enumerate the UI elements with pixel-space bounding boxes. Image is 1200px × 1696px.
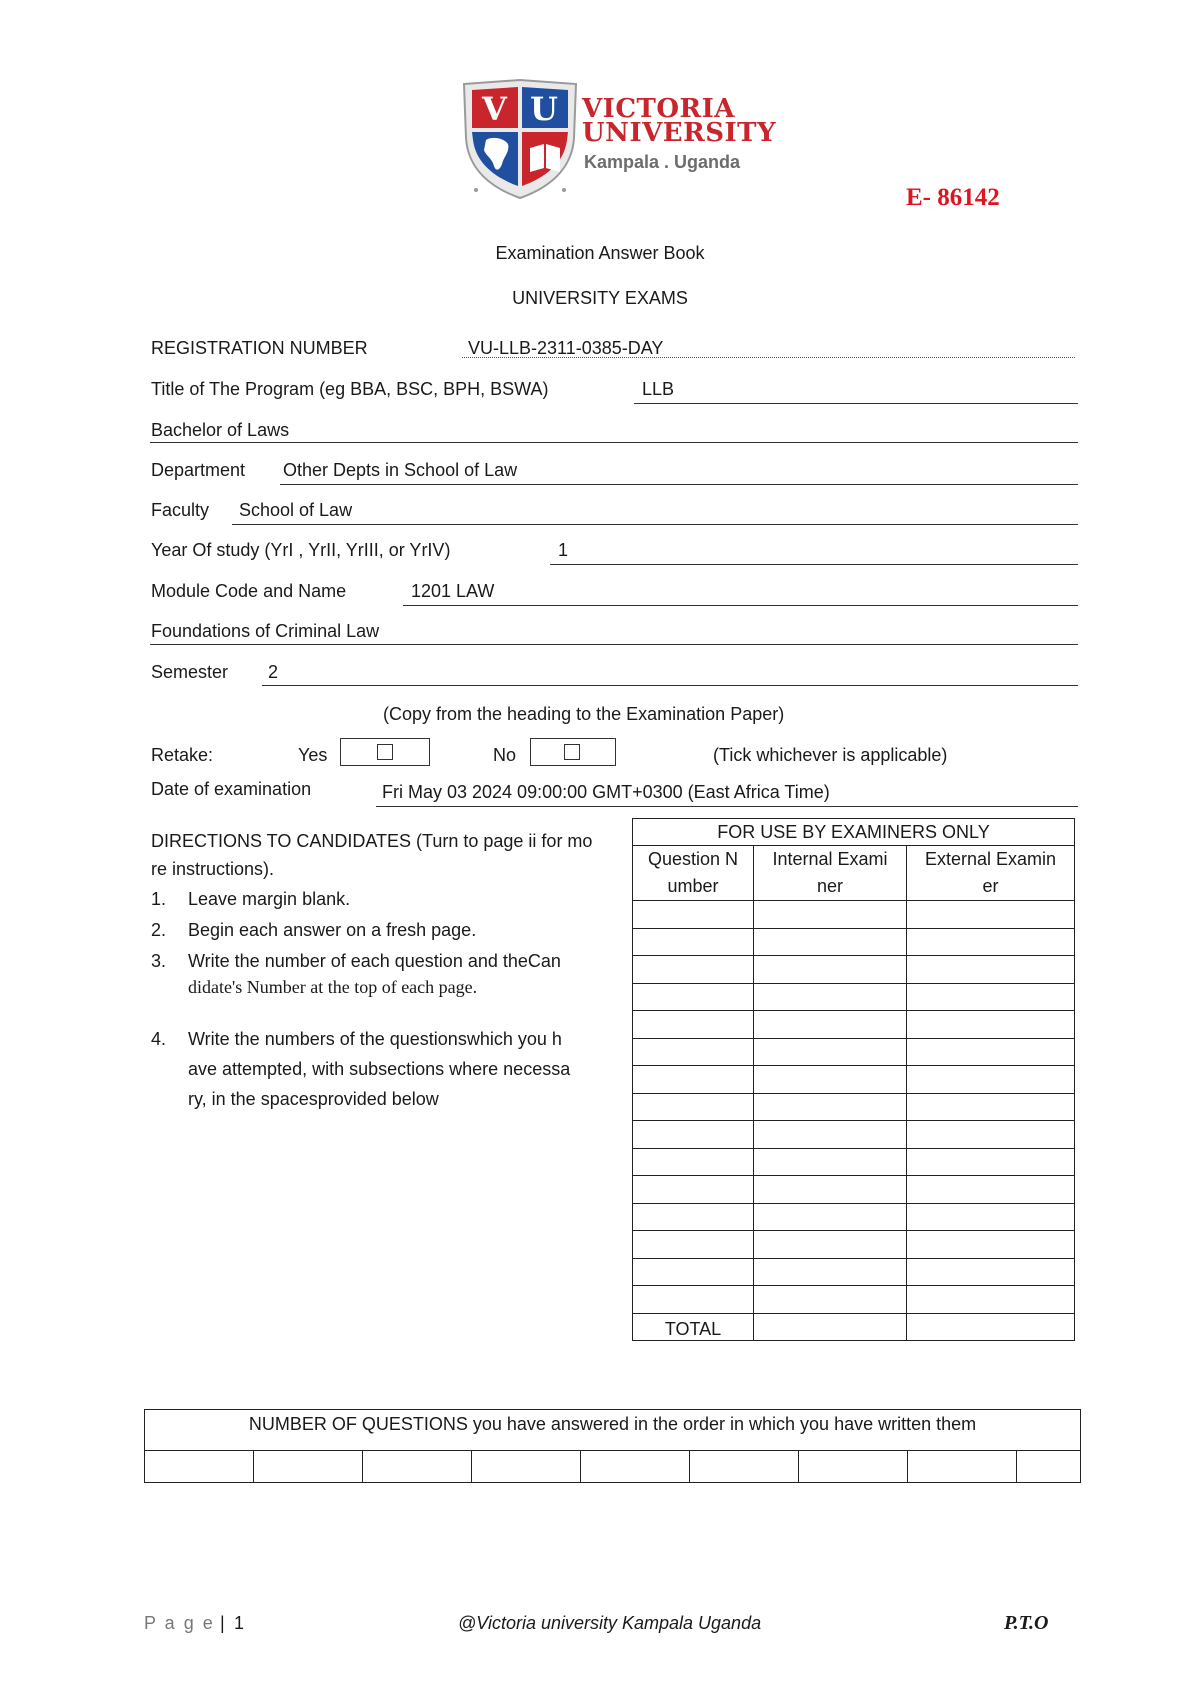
answer-order-cell[interactable] [690,1451,799,1483]
internal-score-cell[interactable] [754,1148,907,1176]
direction-text: Leave margin blank. [188,889,351,909]
question-number-cell[interactable] [633,1066,754,1094]
table-row [633,928,1075,956]
semester-underline [262,684,1078,686]
internal-score-cell[interactable] [754,1286,907,1314]
retake-label: Retake: [151,745,214,765]
department-underline [280,483,1078,485]
internal-score-cell[interactable] [754,1203,907,1231]
question-number-cell[interactable] [633,901,754,929]
direction-text: ave attempted, with subsections where necessa [188,1059,571,1079]
column-header-question-number: Question N umber [633,846,754,901]
answer-order-cell[interactable] [254,1451,363,1483]
table-row [633,1176,1075,1204]
external-score-cell[interactable] [907,1231,1075,1259]
brand-location: Kampala . Uganda [584,152,741,172]
question-number-cell[interactable] [633,1258,754,1286]
answer-order-cell[interactable] [799,1451,908,1483]
answer-book-code: E- 86142 [906,184,1000,211]
footer-page-word: P a g e [144,1613,215,1633]
table-row [633,1148,1075,1176]
table-row [633,1203,1075,1231]
year-label: Year Of study (YrI , YrII, YrIII, or YrIV) [151,540,451,560]
external-score-cell[interactable] [907,1011,1075,1039]
external-score-cell[interactable] [907,956,1075,984]
directions-heading-line2: re instructions). [151,859,275,879]
external-score-cell[interactable] [907,1038,1075,1066]
date-value[interactable]: Fri May 03 2024 09:00:00 GMT+0300 (East Africa Time) [382,782,830,802]
retake-no-label: No [493,745,517,765]
external-score-cell[interactable] [907,1258,1075,1286]
answer-order-cell[interactable] [908,1451,1017,1483]
retake-no-checkbox-icon[interactable] [564,744,580,760]
table-row [633,1066,1075,1094]
external-total-cell[interactable] [907,1313,1075,1341]
external-score-cell[interactable] [907,1203,1075,1231]
question-number-cell[interactable] [633,983,754,1011]
program-name-underline [150,441,1078,443]
external-score-cell[interactable] [907,1121,1075,1149]
questions-answered-table [144,1409,1081,1483]
table-row [633,1093,1075,1121]
registration-value[interactable]: VU-LLB-2311-0385-DAY [468,338,664,358]
answer-order-cell[interactable] [472,1451,581,1483]
footer-credit: @Victoria university Kampala Uganda [458,1613,762,1633]
external-score-cell[interactable] [907,1148,1075,1176]
external-score-cell[interactable] [907,1066,1075,1094]
table-row [633,1231,1075,1259]
column-header-external-examiner: External Examin er [907,846,1075,901]
table-row [633,983,1075,1011]
module-label: Module Code and Name [151,581,347,601]
year-underline [550,563,1078,565]
retake-no-box[interactable] [530,738,616,766]
internal-score-cell[interactable] [754,983,907,1011]
copy-note: (Copy from the heading to the Examination Paper) [383,704,785,724]
table-row [633,901,1075,929]
brand-name-line1: VICTORIA [582,94,735,124]
question-number-cell[interactable] [633,1148,754,1176]
table-row [633,1011,1075,1039]
table-row [633,956,1075,984]
external-score-cell[interactable] [907,1286,1075,1314]
direction-text: ry, in the spacesprovided below [188,1089,439,1109]
external-score-cell[interactable] [907,928,1075,956]
program-name[interactable]: Bachelor of Laws [151,420,290,440]
department-value[interactable]: Other Depts in School of Law [283,460,518,480]
direction-text: didate's Number at the top of each page. [188,977,478,997]
internal-score-cell[interactable] [754,1231,907,1259]
table-row [633,1286,1075,1314]
logo-letter-u: U [530,90,558,128]
semester-label: Semester [151,662,229,682]
retake-yes-box[interactable] [340,738,430,766]
tick-note: (Tick whichever is applicable) [713,745,948,765]
department-label: Department [151,460,246,480]
module-name[interactable]: Foundations of Criminal Law [151,621,380,641]
direction-number: 4. [151,1029,167,1049]
column-header-internal-examiner: Internal Exami ner [754,846,907,901]
direction-text: Write the number of each question and theCan [188,951,561,971]
table-row [633,1121,1075,1149]
exam-type: UNIVERSITY EXAMS [512,288,688,308]
internal-score-cell[interactable] [754,956,907,984]
question-number-cell[interactable] [633,928,754,956]
examiner-table-title: FOR USE BY EXAMINERS ONLY [633,819,1075,846]
direction-number: 3. [151,951,167,971]
internal-score-cell[interactable] [754,1038,907,1066]
semester-value[interactable]: 2 [268,662,279,682]
module-value[interactable]: 1201 LAW [411,581,495,601]
external-score-cell[interactable] [907,1176,1075,1204]
internal-score-cell[interactable] [754,1176,907,1204]
footer-pto: P.T.O [1004,1612,1049,1634]
question-number-cell[interactable] [633,1093,754,1121]
total-label: TOTAL [633,1313,754,1341]
university-crest-icon [462,78,580,200]
question-number-cell[interactable] [633,1011,754,1039]
footer-page-number: 1 [234,1613,245,1633]
directions-heading-line1: DIRECTIONS TO CANDIDATES (Turn to page ii for mo [151,831,593,851]
book-title: Examination Answer Book [495,243,705,263]
program-value[interactable]: LLB [642,379,675,399]
questions-answered-title: NUMBER OF QUESTIONS you have answered in the order in which you have written them [145,1410,1081,1451]
question-number-cell[interactable] [633,1231,754,1259]
answer-order-cell[interactable] [1017,1451,1081,1483]
external-score-cell[interactable] [907,901,1075,929]
internal-score-cell[interactable] [754,1258,907,1286]
question-number-cell[interactable] [633,1038,754,1066]
answer-order-cell[interactable] [581,1451,690,1483]
retake-yes-checkbox-icon[interactable] [377,744,393,760]
direction-text: Write the numbers of the questionswhich you h [188,1029,562,1049]
total-row [633,1313,1075,1341]
internal-score-cell[interactable] [754,1011,907,1039]
year-value[interactable]: 1 [558,540,569,560]
date-label: Date of examination [151,779,312,799]
internal-score-cell[interactable] [754,928,907,956]
table-row [633,1258,1075,1286]
answer-order-cell[interactable] [363,1451,472,1483]
internal-total-cell[interactable] [754,1313,907,1341]
faculty-value[interactable]: School of Law [239,500,353,520]
direction-number: 2. [151,920,167,940]
examiner-table [632,818,1075,1341]
internal-score-cell[interactable] [754,1093,907,1121]
question-number-cell[interactable] [633,1286,754,1314]
internal-score-cell[interactable] [754,1066,907,1094]
module-name-underline [150,643,1078,645]
question-number-cell[interactable] [633,956,754,984]
direction-text: Begin each answer on a fresh page. [188,920,477,940]
external-score-cell[interactable] [907,1093,1075,1121]
registration-label: REGISTRATION NUMBER [151,338,368,358]
module-underline [403,604,1078,606]
retake-yes-label: Yes [298,745,328,765]
table-row [633,1038,1075,1066]
answer-order-cell[interactable] [145,1451,254,1483]
question-number-cell[interactable] [633,1203,754,1231]
footer-page-separator: | [220,1613,225,1633]
program-underline [634,402,1078,404]
internal-score-cell[interactable] [754,901,907,929]
question-number-cell[interactable] [633,1176,754,1204]
logo-letter-v: V [482,90,507,128]
question-number-cell[interactable] [633,1121,754,1149]
external-score-cell[interactable] [907,983,1075,1011]
internal-score-cell[interactable] [754,1121,907,1149]
direction-number: 1. [151,889,167,909]
brand-name-line2: UNIVERSITY [582,118,777,148]
table-row [145,1451,1081,1483]
faculty-underline [232,523,1078,525]
faculty-label: Faculty [151,500,210,520]
program-label: Title of The Program (eg BBA, BSC, BPH, BSWA) [151,379,549,399]
date-underline [376,805,1078,807]
